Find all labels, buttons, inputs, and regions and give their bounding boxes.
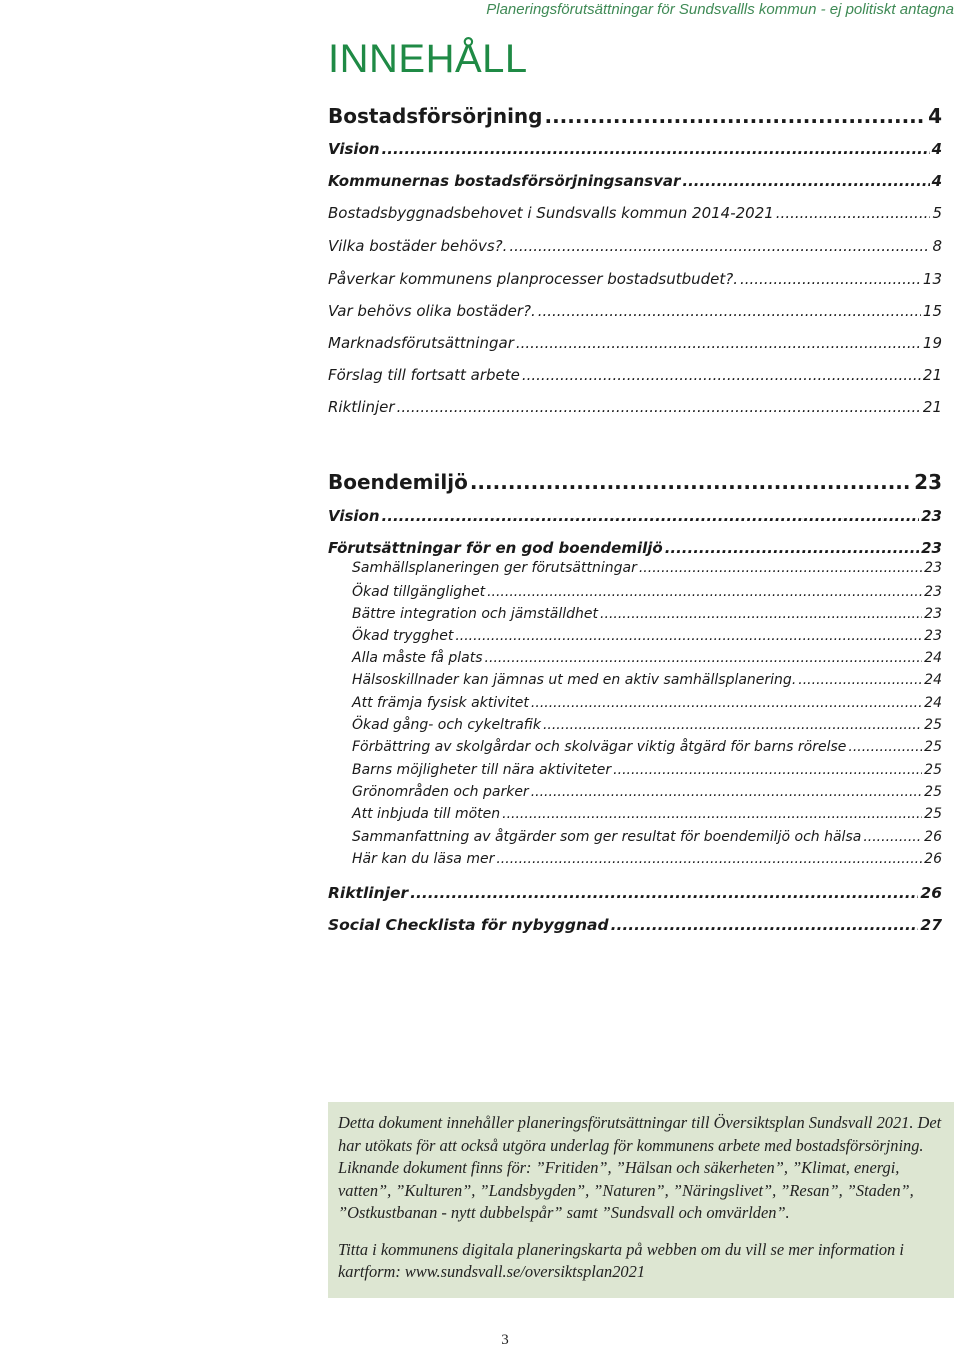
toc-entry-page: 24 <box>924 695 942 711</box>
toc-entry[interactable] <box>328 334 942 352</box>
toc-leader-dots <box>397 398 921 416</box>
toc-entry-title: Att främja fysisk aktivitet <box>352 695 529 711</box>
toc-entry-page: 26 <box>924 829 942 845</box>
toc-leader-dots <box>531 695 922 711</box>
toc-entry-page: 25 <box>924 762 942 778</box>
toc-entry-page: 23 <box>924 560 942 576</box>
toc-entry-title: Vision <box>328 140 380 158</box>
toc-entry-title: Grönområden och parker <box>352 784 529 800</box>
toc-leader-dots <box>544 104 926 128</box>
toc-entry[interactable] <box>328 884 942 902</box>
toc-entry[interactable] <box>328 539 942 557</box>
toc-entry[interactable] <box>328 204 942 222</box>
toc-leader-dots <box>485 650 923 666</box>
toc-entry[interactable] <box>352 717 942 733</box>
toc-entry-title: Social Checklista för nybyggnad <box>328 916 609 934</box>
toc-leader-dots <box>665 539 919 557</box>
toc-entry[interactable] <box>352 784 942 800</box>
toc-entry-page: 25 <box>924 717 942 733</box>
toc-leader-dots <box>522 366 921 384</box>
toc-entry-page: 26 <box>920 884 942 902</box>
info-paragraph-1: Detta dokument innehåller planeringsförutsättningar till Översiktsplan Sundsvall 2021. Det har utökats för att också utgöra underlag för kommunens arbete med bostadsförsörjning. Liknande dokument finns för: ”Fritiden”, ”Hälsan och säkerheten”, ”Klimat, energi, vatten”, ”Kulturen”, ”Landsbygden”, ”Naturen”, ”Näringslivet”, ”Resan”, ”Staden”, ”Ostkustbanan - nytt dubbelspår” samt ”Sundsvall och omvärlden”. <box>338 1113 942 1222</box>
toc-entry[interactable] <box>352 606 942 622</box>
toc-entry-page: 4 <box>931 140 942 158</box>
toc-leader-dots <box>639 560 922 576</box>
toc-leader-dots <box>509 237 930 255</box>
toc-entry[interactable] <box>328 140 942 158</box>
toc-entry-title: Var behövs olika bostäder?. <box>328 302 536 320</box>
toc-entry-page: 27 <box>920 916 942 934</box>
toc-entry-title: Bättre integration och jämställdhet <box>352 606 599 622</box>
toc-entry-page: 19 <box>922 334 942 352</box>
toc-entry-page: 25 <box>924 784 942 800</box>
toc-leader-dots <box>798 672 922 688</box>
toc-entry[interactable] <box>352 851 942 867</box>
toc-entry-page: 8 <box>932 237 942 255</box>
toc-entry-page: 21 <box>922 366 942 384</box>
toc-entry-title: Ökad trygghet <box>352 628 454 644</box>
toc-entry-title: Bostadsbyggnadsbehovet i Sundsvalls kommun 2014-2021 <box>328 204 774 222</box>
toc-entry-page: 24 <box>924 672 942 688</box>
toc-entry[interactable] <box>352 739 942 755</box>
toc-entry-title: Samhällsplaneringen ger förutsättningar <box>352 560 637 576</box>
toc-entry-page: 23 <box>924 628 942 644</box>
toc-entry[interactable] <box>328 398 942 416</box>
toc-leader-dots <box>543 717 922 733</box>
toc-leader-dots <box>863 829 922 845</box>
toc-entry[interactable] <box>352 650 942 666</box>
toc-entry-page: 23 <box>921 539 942 557</box>
toc-entry[interactable] <box>352 628 942 644</box>
toc-entry[interactable] <box>352 560 942 576</box>
toc-entry-title: Förutsättningar för en god boendemiljö <box>328 539 663 557</box>
toc-leader-dots <box>600 606 922 622</box>
toc-entry-title: Påverkar kommunens planprocesser bostadsutbudet?. <box>328 270 738 288</box>
toc-leader-dots <box>682 172 929 190</box>
toc-leader-dots <box>502 806 922 822</box>
toc-entry-title: Vilka bostäder behövs?. <box>328 237 508 255</box>
toc-entry-page: 23 <box>914 470 942 494</box>
toc-entry-page: 26 <box>924 851 942 867</box>
page-title: INNEHÅLL <box>328 37 528 81</box>
toc-leader-dots <box>848 739 922 755</box>
toc-leader-dots <box>487 584 922 600</box>
toc-entry-title: Ökad tillgänglighet <box>352 584 486 600</box>
toc-entry-page: 13 <box>922 270 942 288</box>
toc-entry-page: 25 <box>924 806 942 822</box>
running-header: Planeringsförutsättningar för Sundsvallls kommun - ej politiskt antagna <box>486 1 954 18</box>
toc-entry-page: 23 <box>924 584 942 600</box>
toc-entry-page: 4 <box>931 172 942 190</box>
toc-entry-page: 23 <box>921 507 942 525</box>
toc-leader-dots <box>740 270 921 288</box>
toc-entry[interactable] <box>352 829 942 845</box>
toc-entry-page: 25 <box>924 739 942 755</box>
toc-entry-page: 4 <box>928 104 942 128</box>
toc-leader-dots <box>516 334 921 352</box>
toc-leader-dots <box>613 762 922 778</box>
toc-entry-title: Att inbjuda till möten <box>352 806 501 822</box>
toc-leader-dots <box>538 302 921 320</box>
toc-entry-page: 5 <box>932 204 942 222</box>
toc-entry[interactable] <box>328 302 942 320</box>
toc-entry-title: Bostadsförsörjning <box>328 104 543 128</box>
info-paragraph-2: Titta i kommunens digitala planeringskarta på webben om du vill se mer information i kartform: www.sundsvall.se/oversiktsplan2021 <box>338 1239 904 1281</box>
toc-entry-title: Förslag till fortsatt arbete <box>328 366 520 384</box>
toc-entry-title: Marknadsförutsättningar <box>328 334 514 352</box>
page-number: 3 <box>501 1332 509 1348</box>
toc-entry-title: Förbättring av skolgårdar och skolvägar viktig åtgärd för barns rörelse <box>352 739 847 755</box>
toc-leader-dots <box>382 507 920 525</box>
toc-entry[interactable] <box>328 507 942 525</box>
toc-leader-dots <box>496 851 922 867</box>
toc-entry-title: Riktlinjer <box>328 884 409 902</box>
toc-entry[interactable] <box>328 366 942 384</box>
info-box <box>328 1102 954 1298</box>
toc-entry[interactable] <box>352 584 942 600</box>
toc-leader-dots <box>455 628 922 644</box>
toc-entry-page: 24 <box>924 650 942 666</box>
toc-entry-title: Alla måste få plats <box>352 650 483 666</box>
toc-entry[interactable] <box>352 806 942 822</box>
toc-entry-title: Vision <box>328 507 380 525</box>
toc-entry[interactable] <box>328 270 942 288</box>
toc-entry-title: Boendemiljö <box>328 470 468 494</box>
toc-entry-page: 15 <box>922 302 942 320</box>
toc-entry[interactable] <box>352 762 942 778</box>
toc-entry-title: Hälsoskillnader kan jämnas ut med en aktiv samhällsplanering. <box>352 672 797 688</box>
toc-leader-dots <box>470 470 912 494</box>
toc-entry-title: Ökad gång- och cykeltrafik <box>352 717 541 733</box>
toc-entry-title: Sammanfattning av åtgärder som ger resultat för boendemiljö och hälsa <box>352 829 862 845</box>
toc-entry[interactable] <box>328 470 942 494</box>
toc-entry-title: Kommunernas bostadsförsörjningsansvar <box>328 172 681 190</box>
toc-entry[interactable] <box>328 172 942 190</box>
toc-leader-dots <box>611 916 919 934</box>
toc-leader-dots <box>531 784 922 800</box>
toc-entry[interactable] <box>328 916 942 934</box>
toc-entry[interactable] <box>328 104 942 128</box>
toc-entry[interactable] <box>328 237 942 255</box>
toc-entry-title: Här kan du läsa mer <box>352 851 495 867</box>
toc-leader-dots <box>776 204 931 222</box>
toc-entry-page: 23 <box>924 606 942 622</box>
toc-entry-title: Barns möjligheter till nära aktiviteter <box>352 762 612 778</box>
toc-entry-page: 21 <box>922 398 942 416</box>
toc-entry[interactable] <box>352 695 942 711</box>
toc-leader-dots <box>382 140 930 158</box>
toc-entry[interactable] <box>352 672 942 688</box>
toc-leader-dots <box>410 884 918 902</box>
toc-entry-title: Riktlinjer <box>328 398 395 416</box>
